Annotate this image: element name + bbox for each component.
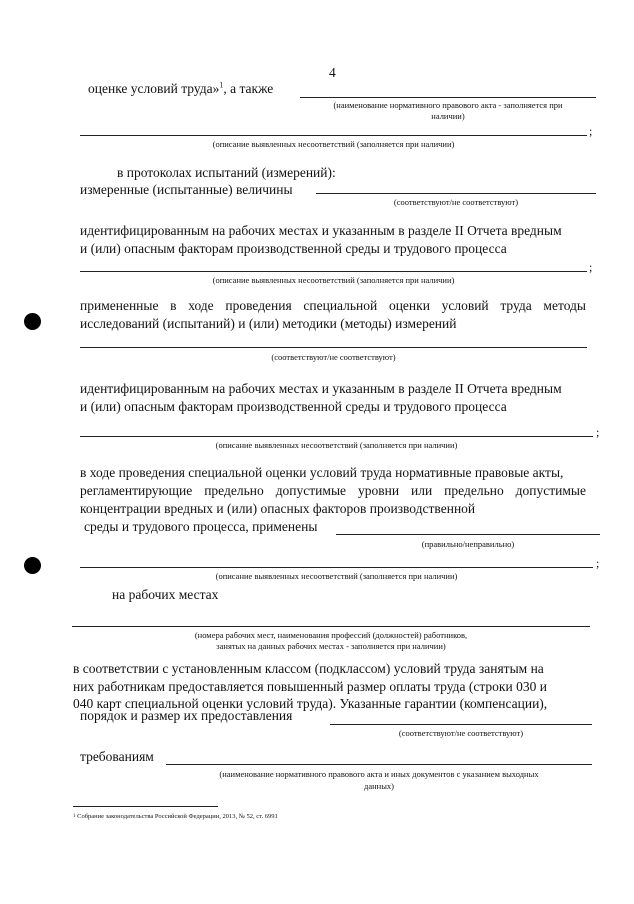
s10-fill-line[interactable] xyxy=(330,724,592,725)
footnote-separator xyxy=(73,806,218,807)
s8-fill-line[interactable] xyxy=(80,567,593,568)
s1-text xyxy=(88,80,273,97)
s4-caption: (описание выявленных несоответствий (заполняется при наличии) xyxy=(212,275,455,285)
s6-caption: (описание выявленных несоответствий (заполняется при наличии) xyxy=(215,440,458,450)
s11-caption-2: данных) xyxy=(364,781,394,791)
s6-line1: идентифицированным на рабочих местах и указанным в разделе II Отчета вредным xyxy=(80,381,562,396)
s11-fill-line[interactable] xyxy=(166,764,592,765)
s10-line3: 040 карт специальной оценки условий труда). Указанные гарантии (компенсации), xyxy=(73,696,548,711)
s10-line1: в соответствии с установленным классом (подклассом) условий труда занятым на xyxy=(73,661,544,676)
s10-line2: них работникам предоставляется повышенный размер оплаты труда (строки 030 и xyxy=(73,679,547,694)
s9-caption-2: занятых на данных рабочих местах - заполняется при наличии) xyxy=(216,641,446,651)
s5-fill-line[interactable] xyxy=(80,347,587,348)
s5-line1: примененные в ходе проведения специальной оценки условий труда методы xyxy=(80,298,586,313)
s1-tail: , а также xyxy=(223,81,274,96)
s3-line2: измеренные (испытанные) величины xyxy=(80,182,293,197)
footnote-text: Собрание законодательства Российской Федерации, 2013, № 52, ст. 6991 xyxy=(77,813,278,820)
s1-caption-1: (наименование нормативного правового акта - заполняется при xyxy=(333,100,563,110)
footnote-marker: 1 xyxy=(73,814,76,819)
s7-line3: концентрации вредных и (или) опасных факторов производственной xyxy=(80,501,476,516)
punch-hole-top xyxy=(24,313,41,330)
s10-caption: (соответствуют/не соответствуют) xyxy=(398,728,524,738)
s7-line4: среды и трудового процесса, применены xyxy=(84,519,318,534)
s11-line1: требованиям xyxy=(80,749,154,764)
s8-semicolon: ; xyxy=(596,556,600,570)
s9-caption-1: (номера рабочих мест, наименования профессий (должностей) работников, xyxy=(194,630,468,640)
s6-line2: и (или) опасным факторам производственной среды и трудового процесса xyxy=(80,399,507,414)
s5-line2: исследований (испытаний) и (или) методики (методы) измерений xyxy=(80,316,457,331)
s7-fill-line[interactable] xyxy=(336,534,600,535)
s2-caption: (описание выявленных несоответствий (заполняется при наличии) xyxy=(212,139,455,149)
s10-line4: порядок и размер их предоставления xyxy=(80,708,293,723)
s4-line2: и (или) опасным факторам производственной среды и трудового процесса xyxy=(80,241,507,256)
s6-fill-line[interactable] xyxy=(80,436,593,437)
s4-fill-line[interactable] xyxy=(80,271,587,272)
s3-fill-line[interactable] xyxy=(316,193,596,194)
s7-caption: (правильно/неправильно) xyxy=(421,539,515,549)
s11-caption-1: (наименование нормативного правового акта и иных документов с указанием выходных xyxy=(219,769,539,779)
s4-semicolon: ; xyxy=(589,260,593,274)
s1-fill-line[interactable] xyxy=(300,97,596,98)
footnote xyxy=(73,813,278,821)
s2-fill-line[interactable] xyxy=(80,135,587,136)
s7-line2: регламентирующие предельно допустимые уровни или предельно допустимые xyxy=(80,483,586,498)
s9-fill-line[interactable] xyxy=(72,626,590,627)
punch-hole-bottom xyxy=(24,557,41,574)
s5-caption: (соответствуют/не соответствуют) xyxy=(271,352,396,362)
footnote-ref: 1 xyxy=(219,80,224,90)
s4-line1: идентифицированным на рабочих местах и указанным в разделе II Отчета вредным xyxy=(80,223,562,238)
s9-line1: на рабочих местах xyxy=(112,587,219,602)
s2-semicolon: ; xyxy=(589,124,593,138)
s3-caption: (соответствуют/не соответствуют) xyxy=(393,197,519,207)
s3-line1: в протоколах испытаний (измерений): xyxy=(117,165,336,180)
s8-caption: (описание выявленных несоответствий (заполняется при наличии) xyxy=(215,571,458,581)
page-number: 4 xyxy=(329,65,336,80)
s1-lead: оценке условий труда» xyxy=(88,81,220,96)
s6-semicolon: ; xyxy=(596,425,600,439)
s7-line1: в ходе проведения специальной оценки условий труда нормативные правовые акты, xyxy=(80,465,564,480)
s1-caption-2: наличии) xyxy=(431,111,465,121)
